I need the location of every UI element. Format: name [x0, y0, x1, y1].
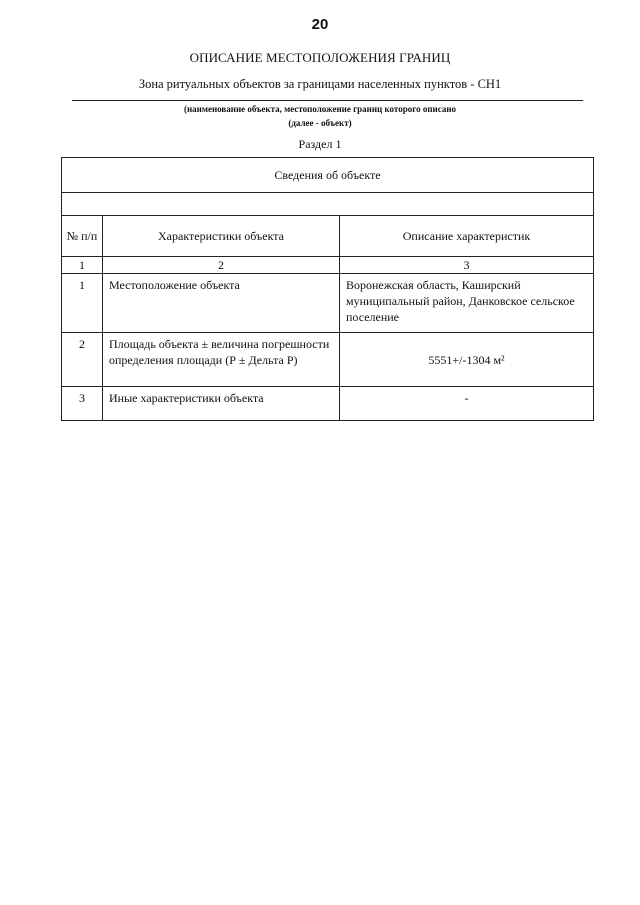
table-header-row	[62, 216, 594, 257]
table-spacer-cell	[62, 193, 594, 216]
column-number-row	[62, 257, 594, 274]
row-number: 2	[62, 333, 103, 387]
object-caption-line-2: (далее - объект)	[288, 118, 352, 128]
header-number: № п/п	[62, 216, 103, 257]
row-characteristic: Иные характеристики объекта	[103, 387, 340, 421]
object-name-underline	[72, 100, 583, 101]
section-label: Раздел 1	[298, 137, 342, 151]
column-number-3: 3	[340, 257, 594, 274]
row-characteristic: Местоположение объекта	[103, 274, 340, 333]
object-info-table	[61, 157, 594, 421]
row-description: -	[340, 387, 594, 421]
table-row	[62, 387, 594, 421]
page-number: 20	[311, 16, 329, 33]
object-name: Зона ритуальных объектов за границами населенных пунктов - СН1	[138, 77, 502, 91]
header-characteristic: Характеристики объекта	[103, 216, 340, 257]
row-number: 3	[62, 387, 103, 421]
row-description: 5551+/-1304 м²	[340, 333, 594, 387]
table-title-row	[62, 158, 594, 193]
row-description: Воронежская область, Каширский муниципальный район, Данковское сельское поселение	[340, 274, 594, 333]
column-number-1: 1	[62, 257, 103, 274]
header-description: Описание характеристик	[340, 216, 594, 257]
row-number: 1	[62, 274, 103, 333]
document-title: ОПИСАНИЕ МЕСТОПОЛОЖЕНИЯ ГРАНИЦ	[189, 50, 451, 65]
table-spacer-row	[62, 193, 594, 216]
table-row	[62, 333, 594, 387]
object-caption-line-1: (наименование объекта, местоположение границ которого описано	[183, 104, 457, 114]
table-title: Сведения об объекте	[62, 158, 594, 193]
table-row	[62, 274, 594, 333]
column-number-2: 2	[103, 257, 340, 274]
row-characteristic: Площадь объекта ± величина погрешности определения площади (Р ± Дельта Р)	[103, 333, 340, 387]
